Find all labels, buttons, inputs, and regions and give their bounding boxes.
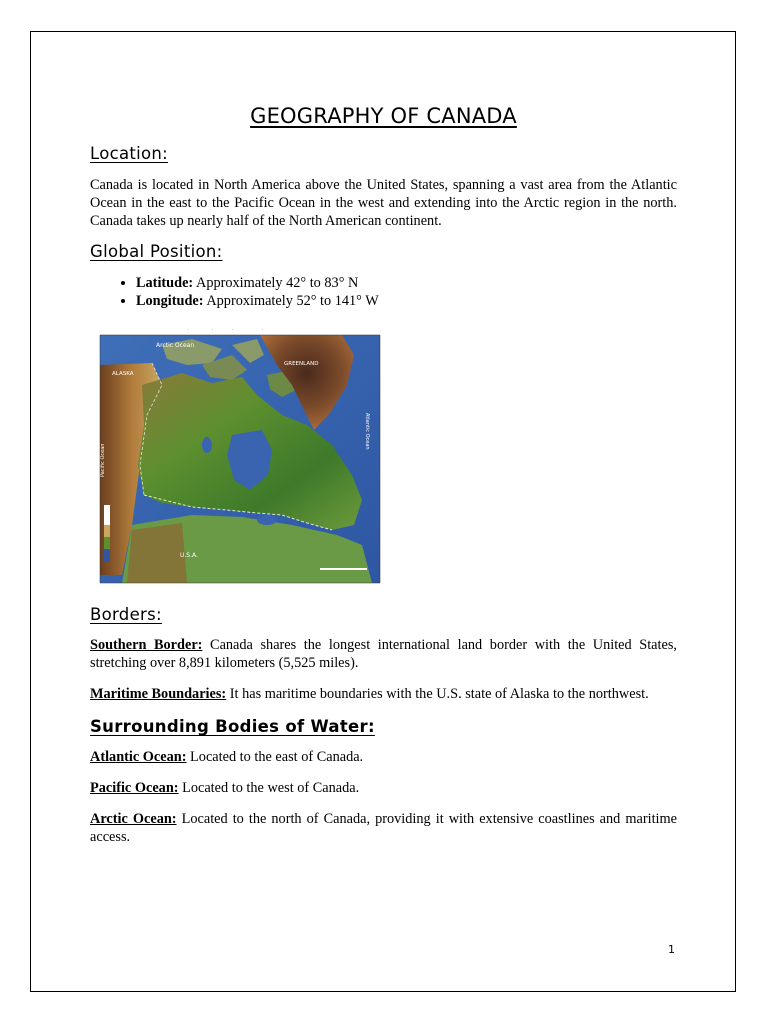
list-item-latitude [136, 275, 677, 293]
svg-text:·: · [262, 326, 264, 333]
legend-band [104, 549, 110, 561]
location-paragraph: Canada is located in North America above the United States, spanning a vast area from the Atlantic Ocean in the east to the Pacific Ocean in the west and extending into the Arctic region in the north. Canada takes up nearly half of the North American continent. [90, 177, 677, 229]
svg-text:·: · [212, 326, 214, 333]
document-body [90, 104, 677, 847]
list-item-longitude [136, 293, 677, 311]
longitude-label: Longitude: [136, 293, 204, 310]
map-label-arctic: Arctic Ocean [156, 341, 195, 349]
latitude-value: Approximately 42° to 83° N [193, 275, 359, 292]
canada-topographic-map [92, 325, 388, 591]
page-number: 1 [668, 943, 675, 956]
usa-west-highlands [127, 523, 187, 583]
longitude-value: Approximately 52° to 141° W [203, 293, 379, 310]
atlantic-label: Atlantic Ocean: [90, 749, 187, 766]
maritime-boundaries-paragraph [90, 686, 677, 704]
pacific-paragraph [90, 780, 677, 798]
water-heading: Surrounding Bodies of Water: [90, 717, 375, 737]
great-lakes [257, 515, 277, 525]
atlantic-text: Located to the east of Canada. [186, 749, 364, 766]
arctic-text: Located to the north of Canada, providing it with extensive coastlines and maritime access. [90, 810, 677, 845]
maritime-boundaries-label: Maritime Boundaries: [90, 685, 227, 702]
southern-border-text: Canada shares the longest international land border with the United States, stretching over 8,891 kilometers (5,525 miles). [90, 636, 677, 671]
map-graticule-labels [187, 327, 264, 333]
lake [202, 437, 212, 453]
latitude-label: Latitude: [136, 275, 194, 292]
canada-map [92, 325, 388, 591]
map-label-usa: U.S.A. [180, 551, 198, 559]
borders-heading: Borders: [90, 604, 162, 624]
pacific-text: Located to the west of Canada. [178, 780, 360, 797]
map-label-atlantic: Atlantic Ocean [364, 412, 370, 450]
atlantic-paragraph [90, 749, 677, 767]
svg-text:·: · [232, 326, 234, 333]
legend-band [104, 537, 110, 549]
southern-border-paragraph [90, 637, 677, 673]
map-label-greenland: GREENLAND [284, 360, 319, 367]
svg-text:·: · [187, 326, 189, 333]
arctic-label: Arctic Ocean: [90, 810, 177, 827]
legend-band [104, 525, 110, 537]
maritime-boundaries-text: It has maritime boundaries with the U.S. state of Alaska to the northwest. [226, 685, 649, 702]
map-label-alaska: ALASKA [112, 370, 134, 377]
coordinates-list [90, 275, 677, 311]
arctic-paragraph [90, 811, 677, 847]
map-label-pacific: Pacific Ocean [100, 443, 106, 477]
pacific-label: Pacific Ocean: [90, 780, 179, 797]
southern-border-label: Southern Border: [90, 636, 203, 653]
location-heading: Location: [90, 144, 169, 163]
global-position-heading: Global Position: [90, 242, 223, 262]
document-title: GEOGRAPHY OF CANADA [250, 104, 517, 128]
